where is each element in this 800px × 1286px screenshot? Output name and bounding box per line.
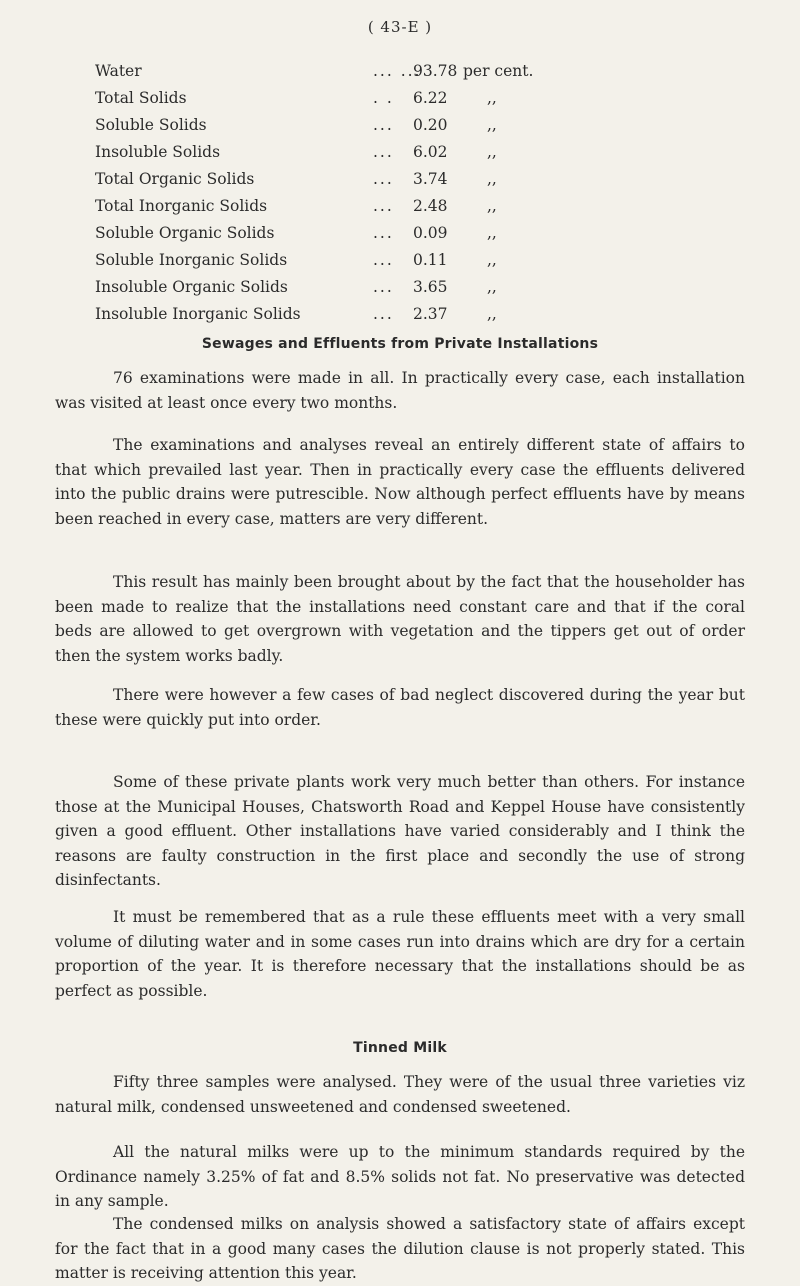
leader-dots: ... xyxy=(373,251,394,269)
row-label: Soluble Organic Solids xyxy=(95,224,275,242)
ditto-mark: ,, xyxy=(487,197,497,215)
ditto-mark: ,, xyxy=(487,251,497,269)
row-value: 3.65 xyxy=(413,278,448,296)
ditto-mark: ,, xyxy=(487,278,497,296)
row-label: Soluble Solids xyxy=(95,116,207,134)
section-heading-tinned-milk: Tinned Milk xyxy=(353,1040,447,1056)
paragraph: All the natural milks were up to the minimum standards required by the Ordinance namely 3.25% of fat and 8.5% solids not fat. No preservative was detected in any sample. xyxy=(55,1143,745,1210)
row-value: 0.09 xyxy=(413,224,448,242)
page-number: ( 43-E ) xyxy=(367,18,433,36)
table-row xyxy=(95,247,615,274)
leader-dots: ... xyxy=(373,305,394,323)
ditto-mark: ,, xyxy=(487,305,497,323)
row-value: 2.48 xyxy=(413,197,448,215)
leader-dots: ... ... xyxy=(373,62,422,80)
table-row xyxy=(95,58,615,85)
ditto-mark: ,, xyxy=(487,224,497,242)
leader-dots: ... xyxy=(373,224,394,242)
ditto-mark: ,, xyxy=(487,143,497,161)
row-value: 6.02 xyxy=(413,143,448,161)
ditto-mark: ,, xyxy=(487,116,497,134)
paragraph: 76 examinations were made in all. In practically every case, each installation was visited at least once every two months. xyxy=(55,369,745,412)
row-label: Insoluble Inorganic Solids xyxy=(95,305,301,323)
table-row xyxy=(95,85,615,112)
row-value: 93.78 xyxy=(413,62,458,80)
row-label: Insoluble Organic Solids xyxy=(95,278,288,296)
leader-dots: . . xyxy=(373,89,394,107)
ditto-mark: ,, xyxy=(487,89,497,107)
section-heading-sewages: Sewages and Effluents from Private Installations xyxy=(201,336,599,352)
paragraph: Some of these private plants work very much better than others. For instance those at the Municipal Houses, Chatsworth Road and Keppel House have consistently given a good effluent. Other installations have varied considerably and I think the reasons are faulty construction in the first place and secondly the use of strong disinfectants. xyxy=(55,773,745,889)
ditto-mark: ,, xyxy=(487,170,497,188)
row-value: 3.74 xyxy=(413,170,448,188)
analysis-table xyxy=(95,58,615,328)
row-value: 0.11 xyxy=(413,251,448,269)
leader-dots: ... xyxy=(373,143,394,161)
row-label: Soluble Inorganic Solids xyxy=(95,251,288,269)
row-label: Total Organic Solids xyxy=(95,170,255,188)
table-row xyxy=(95,193,615,220)
row-label: Water xyxy=(95,62,142,80)
table-row xyxy=(95,166,615,193)
table-row xyxy=(95,139,615,166)
row-value: 0.20 xyxy=(413,116,448,134)
paragraph: This result has mainly been brought about by the fact that the householder has been made to realize that the installations need constant care and that if the coral beds are allowed to get overgrown with vegetation and the tippers get out of order then the system works badly. xyxy=(55,573,745,665)
row-label: Total Inorganic Solids xyxy=(95,197,268,215)
row-label: Insoluble Solids xyxy=(95,143,221,161)
paragraph: Fifty three samples were analysed. They were of the usual three varieties viz natural milk, condensed unsweetened and condensed sweetened. xyxy=(55,1073,745,1116)
leader-dots: ... xyxy=(373,278,394,296)
table-row xyxy=(95,220,615,247)
leader-dots: ... xyxy=(373,116,394,134)
row-unit: per cent. xyxy=(463,62,534,80)
paragraph: The examinations and analyses reveal an entirely different state of affairs to that which prevailed last year. Then in practically every case the effluents delivered into the public drains were putrescible. Now although perfect effluents have by means been reached in every case, matters are very different. xyxy=(55,436,745,528)
table-row xyxy=(95,274,615,301)
leader-dots: ... xyxy=(373,197,394,215)
row-value: 2.37 xyxy=(413,305,448,323)
row-value: 6.22 xyxy=(413,89,448,107)
table-row xyxy=(95,301,615,328)
paragraph: It must be remembered that as a rule these effluents meet with a very small volume of diluting water and in some cases run into drains which are dry for a certain proportion of the year. It is therefore necessary that the installations should be as perfect as possible. xyxy=(55,908,745,1000)
row-label: Total Solids xyxy=(95,89,187,107)
leader-dots: ... xyxy=(373,170,394,188)
table-row xyxy=(95,112,615,139)
paragraph: The condensed milks on analysis showed a satisfactory state of affairs except for the fact that in a good many cases the dilution clause is not properly stated. This matter is receiving attention this year. xyxy=(55,1215,745,1282)
paragraph: There were however a few cases of bad neglect discovered during the year but these were quickly put into order. xyxy=(55,686,745,729)
